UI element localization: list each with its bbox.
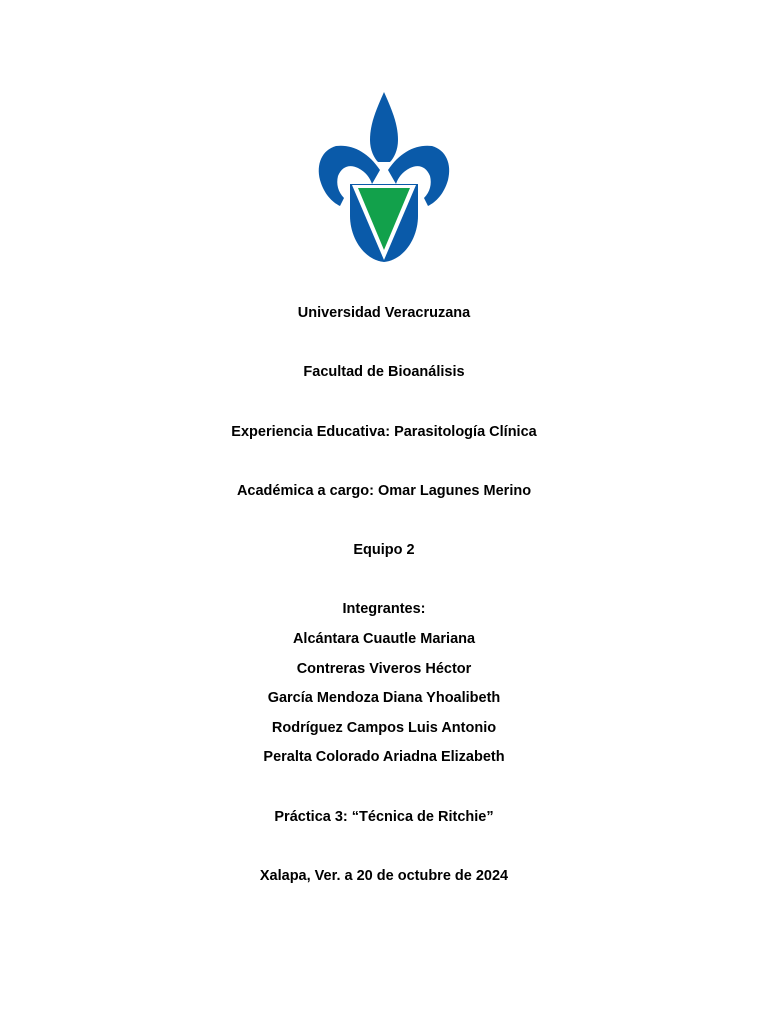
member-item: Rodríguez Campos Luis Antonio — [271, 720, 497, 736]
university-name: Universidad Veracruzana — [297, 305, 471, 321]
members-label: Integrantes: — [342, 601, 426, 617]
course-name: Experiencia Educativa: Parasitología Clínica — [231, 424, 537, 440]
team-name: Equipo 2 — [353, 542, 415, 558]
member-item: García Mendoza Diana Yhoalibeth — [267, 690, 501, 706]
faculty-name: Facultad de Bioanálisis — [303, 364, 465, 380]
practice-title: Práctica 3: “Técnica de Ritchie” — [274, 809, 494, 825]
member-item: Alcántara Cuautle Mariana — [292, 631, 476, 647]
university-logo — [316, 88, 452, 266]
logo-flame — [370, 92, 398, 162]
member-item: Peralta Colorado Ariadna Elizabeth — [263, 749, 505, 765]
teacher-name: Académica a cargo: Omar Lagunes Merino — [236, 483, 532, 499]
place-and-date: Xalapa, Ver. a 20 de octubre de 2024 — [259, 868, 509, 884]
member-item: Contreras Viveros Héctor — [296, 661, 472, 677]
